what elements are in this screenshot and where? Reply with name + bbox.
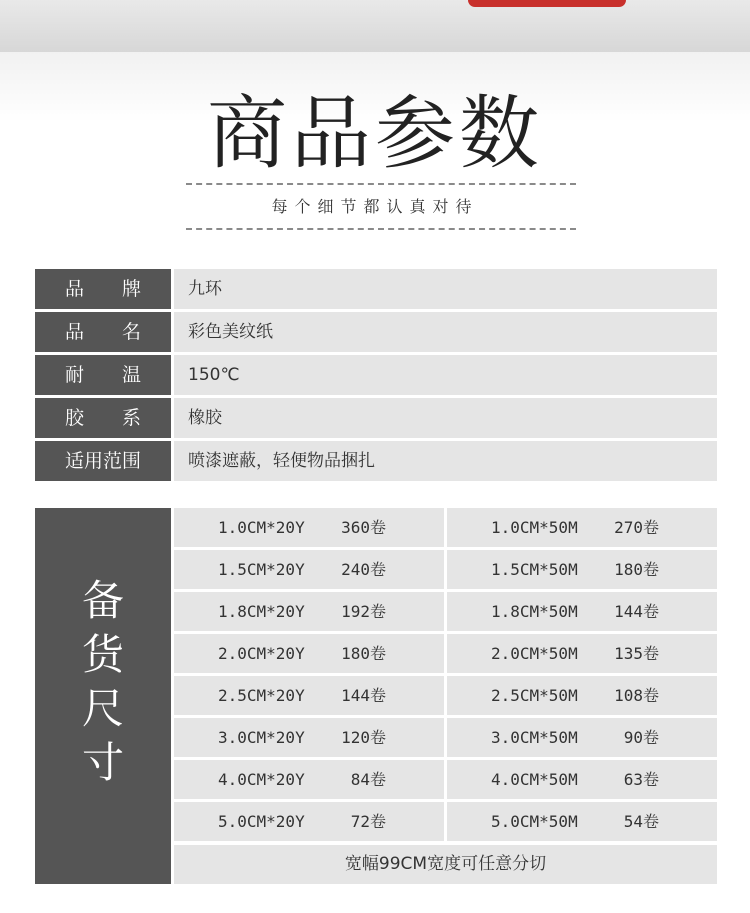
stock-cell-50m xyxy=(447,508,717,547)
qty-text: 144卷 xyxy=(614,602,659,621)
spec-row-temperature xyxy=(35,355,717,395)
size-text: 5.0CM*20Y xyxy=(218,812,305,831)
stock-cell-20y xyxy=(174,676,444,715)
qty-text: 54卷 xyxy=(623,812,659,831)
stock-size-table xyxy=(35,508,717,884)
spec-row-product-name xyxy=(35,312,717,352)
size-text: 2.0CM*20Y xyxy=(218,644,305,663)
qty-text: 180卷 xyxy=(341,644,386,663)
qty-text: 120卷 xyxy=(341,728,386,747)
spec-table xyxy=(35,269,717,484)
qty-text: 108卷 xyxy=(614,686,659,705)
size-text: 4.0CM*20Y xyxy=(218,770,305,789)
qty-text: 360卷 xyxy=(341,518,386,537)
spec-value: 九环 xyxy=(174,269,717,309)
size-text: 4.0CM*50M xyxy=(491,770,578,789)
stock-row xyxy=(174,760,717,799)
spec-label: 适用范围 xyxy=(35,441,171,481)
stock-cell-20y xyxy=(174,634,444,673)
page-subtitle: 每个细节都认真对待 xyxy=(271,197,479,216)
cutting-note: 宽幅99CM宽度可任意分切 xyxy=(174,845,717,884)
qty-text: 180卷 xyxy=(614,560,659,579)
stock-row xyxy=(174,508,717,547)
stock-title-char: 备 xyxy=(81,576,124,625)
qty-text: 144卷 xyxy=(341,686,386,705)
stock-title-char: 尺 xyxy=(81,684,124,733)
spec-value: 橡胶 xyxy=(174,398,717,438)
stock-cell-50m xyxy=(447,718,717,757)
qty-text: 84卷 xyxy=(350,770,386,789)
top-banner xyxy=(0,0,750,52)
stock-title xyxy=(35,574,171,790)
qty-text: 72卷 xyxy=(350,812,386,831)
stock-row xyxy=(174,592,717,631)
divider-bottom xyxy=(186,228,576,230)
qty-text: 90卷 xyxy=(623,728,659,747)
stock-title-char: 寸 xyxy=(81,738,124,787)
size-text: 2.0CM*50M xyxy=(491,644,578,663)
stock-title-char: 货 xyxy=(81,630,124,679)
size-text: 1.8CM*50M xyxy=(491,602,578,621)
stock-cell-20y xyxy=(174,592,444,631)
size-text: 1.0CM*50M xyxy=(491,518,578,537)
stock-cell-20y xyxy=(174,718,444,757)
qty-text: 135卷 xyxy=(614,644,659,663)
spec-label: 耐 温 xyxy=(35,355,171,395)
size-text: 1.0CM*20Y xyxy=(218,518,305,537)
spec-value: 喷漆遮蔽，轻便物品捆扎 xyxy=(174,441,717,481)
size-text: 3.0CM*50M xyxy=(491,728,578,747)
spec-value: 彩色美纹纸 xyxy=(174,312,717,352)
stock-row xyxy=(174,634,717,673)
stock-cell-50m xyxy=(447,802,717,841)
stock-cell-20y xyxy=(174,760,444,799)
qty-text: 192卷 xyxy=(341,602,386,621)
qty-text: 270卷 xyxy=(614,518,659,537)
spec-label: 胶 系 xyxy=(35,398,171,438)
stock-cell-20y xyxy=(174,802,444,841)
stock-cell-50m xyxy=(447,634,717,673)
size-text: 1.5CM*20Y xyxy=(218,560,305,579)
spec-row-usage xyxy=(35,441,717,481)
spec-row-brand xyxy=(35,269,717,309)
stock-cell-50m xyxy=(447,592,717,631)
size-text: 2.5CM*20Y xyxy=(218,686,305,705)
stock-cell-50m xyxy=(447,550,717,589)
divider-top xyxy=(186,183,576,185)
qty-text: 63卷 xyxy=(623,770,659,789)
size-text: 1.5CM*50M xyxy=(491,560,578,579)
stock-cell-50m xyxy=(447,760,717,799)
page-title: 商品参数 xyxy=(207,87,543,180)
stock-row xyxy=(174,802,717,841)
stock-row xyxy=(174,676,717,715)
size-text: 3.0CM*20Y xyxy=(218,728,305,747)
stock-cell-20y xyxy=(174,550,444,589)
banner-red-accent xyxy=(468,0,626,7)
size-text: 2.5CM*50M xyxy=(491,686,578,705)
spec-label: 品 牌 xyxy=(35,269,171,309)
stock-side-label xyxy=(35,508,171,884)
stock-cell-50m xyxy=(447,676,717,715)
stock-cell-20y xyxy=(174,508,444,547)
qty-text: 240卷 xyxy=(341,560,386,579)
stock-row xyxy=(174,550,717,589)
size-text: 5.0CM*50M xyxy=(491,812,578,831)
spec-value: 150℃ xyxy=(174,355,717,395)
stock-row xyxy=(174,718,717,757)
size-text: 1.8CM*20Y xyxy=(218,602,305,621)
spec-row-adhesive xyxy=(35,398,717,438)
spec-label: 品 名 xyxy=(35,312,171,352)
